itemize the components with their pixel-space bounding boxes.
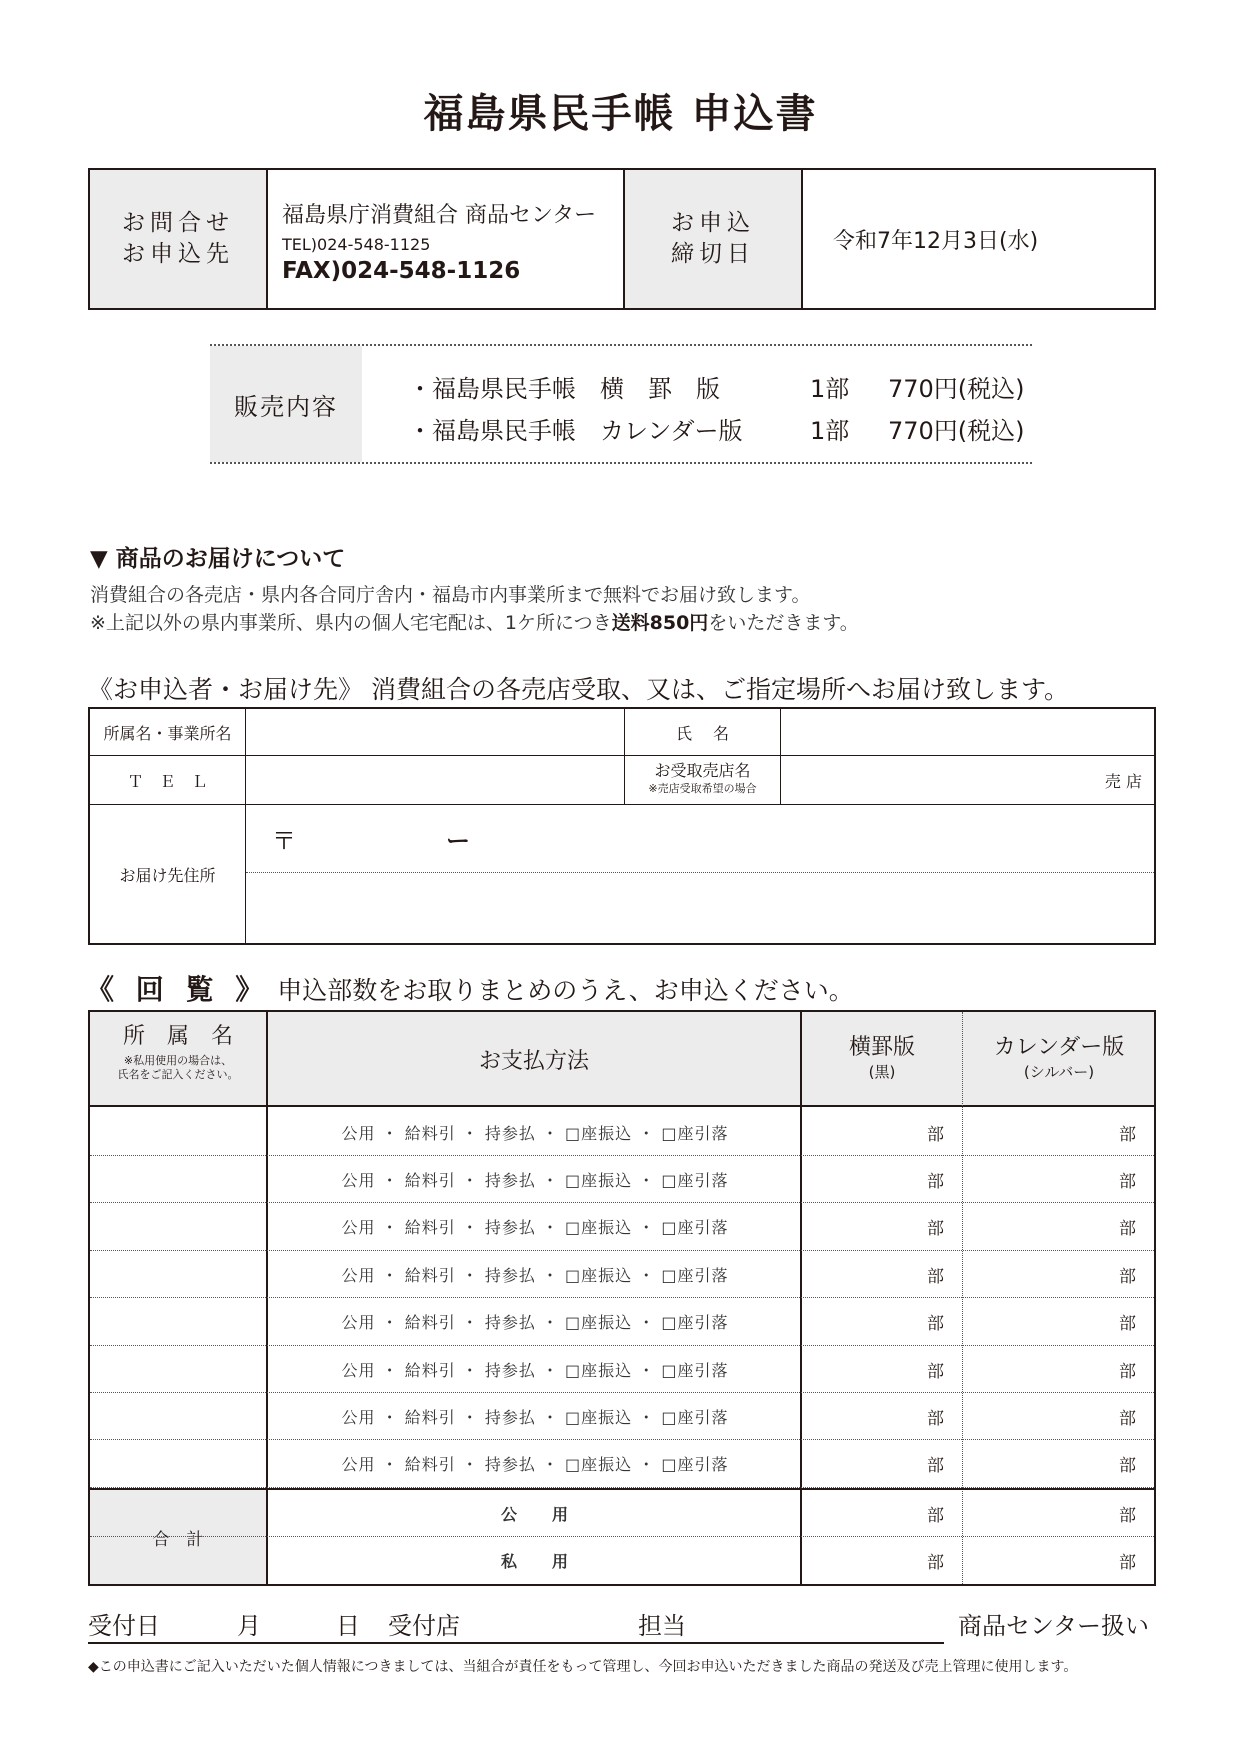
address-label: お届け先住所 bbox=[119, 865, 216, 885]
circulation-title: 《 回 覧 》 bbox=[86, 973, 270, 1006]
table-row bbox=[90, 1251, 1154, 1298]
name-label: 氏 名 bbox=[675, 723, 730, 743]
sales-content-box bbox=[210, 344, 1032, 464]
col-v2-title: カレンダー版 bbox=[993, 1034, 1125, 1060]
col-dept-title: 所 属 名 bbox=[122, 1024, 233, 1049]
dept-label: 所属名・事業所名 bbox=[103, 723, 232, 743]
circulation-instruction: 申込部数をお取りまとめのうえ、お申込ください。 bbox=[277, 976, 854, 1005]
payment-options[interactable]: 公用 ・ 給料引 ・ 持参払 ・ □座振込 ・ □座引落 bbox=[341, 1265, 729, 1285]
contact-label-line2: お申込先 bbox=[122, 241, 234, 267]
total-private-row bbox=[90, 1537, 1154, 1584]
qty-yokokei[interactable]: 部 bbox=[927, 1314, 944, 1335]
month-label: 月 bbox=[237, 1612, 261, 1640]
store-label bbox=[625, 756, 780, 804]
circulation-table bbox=[88, 1010, 1156, 1586]
circulation-heading bbox=[86, 968, 854, 1008]
total-public-label: 公 用 bbox=[500, 1504, 569, 1524]
table-row bbox=[90, 1156, 1154, 1203]
center-label: 商品センター扱い bbox=[958, 1612, 1150, 1640]
delivery-note-2 bbox=[90, 608, 859, 635]
col-pay-header: お支払方法 bbox=[478, 1049, 589, 1074]
dept-field[interactable] bbox=[246, 709, 624, 755]
postal-dash: ー bbox=[446, 827, 470, 855]
table-row bbox=[90, 1346, 1154, 1393]
col-v2-sub: (シルバー) bbox=[1023, 1062, 1095, 1081]
sales-label: 販売内容 bbox=[210, 346, 362, 462]
contact-label-line1: お問合せ bbox=[122, 210, 234, 236]
table-row bbox=[90, 1393, 1154, 1440]
table-row bbox=[90, 1204, 1154, 1251]
tel-number: TEL)024-548-1125 bbox=[282, 235, 431, 254]
qty-calendar[interactable]: 部 bbox=[1119, 1171, 1136, 1192]
deadline-label-line2: 締切日 bbox=[671, 241, 755, 267]
total-public-row bbox=[90, 1490, 1154, 1537]
item-name: ・福島県民手帳 カレンダー版 bbox=[408, 417, 743, 445]
col-dept-note: 氏名をご記入ください。 bbox=[117, 1068, 239, 1081]
payment-options[interactable]: 公用 ・ 給料引 ・ 持参払 ・ □座振込 ・ □座引落 bbox=[341, 1455, 729, 1475]
store-label-note: ※売店受取希望の場合 bbox=[648, 782, 757, 795]
col-v2-header bbox=[964, 1012, 1154, 1107]
qty-yokokei[interactable]: 部 bbox=[927, 1171, 944, 1192]
total-label: 合 計 bbox=[90, 1488, 266, 1584]
table-row bbox=[90, 1299, 1154, 1346]
deadline-label bbox=[625, 170, 803, 308]
staff-label: 担当 bbox=[638, 1612, 686, 1640]
note-text: をいただきます。 bbox=[708, 612, 859, 634]
table-row bbox=[90, 1441, 1154, 1488]
qty-calendar[interactable]: 部 bbox=[1119, 1124, 1136, 1145]
qty-calendar[interactable]: 部 bbox=[1119, 1361, 1136, 1382]
qty-calendar[interactable]: 部 bbox=[1119, 1456, 1136, 1477]
total-public-v1[interactable]: 部 bbox=[927, 1505, 944, 1526]
qty-calendar[interactable]: 部 bbox=[1119, 1408, 1136, 1429]
sales-item bbox=[408, 368, 1025, 410]
payment-options[interactable]: 公用 ・ 給料引 ・ 持参払 ・ □座振込 ・ □座引落 bbox=[341, 1313, 729, 1333]
qty-calendar[interactable]: 部 bbox=[1119, 1219, 1136, 1240]
qty-yokokei[interactable]: 部 bbox=[927, 1266, 944, 1287]
contact-info-table bbox=[88, 168, 1156, 310]
applicant-table bbox=[88, 707, 1156, 945]
payment-options[interactable]: 公用 ・ 給料引 ・ 持参払 ・ □座振込 ・ □座引落 bbox=[341, 1123, 729, 1143]
payment-options[interactable]: 公用 ・ 給料引 ・ 持参払 ・ □座振込 ・ □座引落 bbox=[341, 1170, 729, 1190]
deadline-date: 令和7年12月3日(水) bbox=[833, 228, 1039, 254]
contact-details bbox=[268, 170, 625, 308]
item-price: 770円(税込) bbox=[888, 375, 1025, 403]
store-suffix: 売 店 bbox=[1104, 771, 1142, 791]
col-v1-title: 横罫版 bbox=[848, 1034, 915, 1060]
qty-calendar[interactable]: 部 bbox=[1119, 1314, 1136, 1335]
received-store-label: 受付店 bbox=[388, 1612, 460, 1640]
item-name: ・福島県民手帳 横 罫 版 bbox=[408, 375, 720, 403]
store-field[interactable] bbox=[781, 756, 1154, 804]
postal-code-field[interactable] bbox=[246, 805, 1154, 872]
deadline-label-line1: お申込 bbox=[671, 210, 755, 236]
qty-yokokei[interactable]: 部 bbox=[927, 1361, 944, 1382]
qty-calendar[interactable]: 部 bbox=[1119, 1266, 1136, 1287]
postal-mark: 〒 bbox=[272, 827, 296, 855]
fax-number: FAX)024-548-1126 bbox=[282, 258, 521, 284]
tel-label: Ｔ Ｅ Ｌ bbox=[127, 771, 208, 791]
total-private-label: 私 用 bbox=[500, 1552, 569, 1571]
day-label: 日 bbox=[336, 1612, 360, 1640]
org-name: 福島県庁消費組合 商品センター bbox=[282, 203, 597, 228]
delivery-heading: ▼ 商品のお届けについて bbox=[90, 546, 346, 572]
privacy-note: ◆この申込書にご記入いただいた個人情報につきましては、当組合が責任をもって管理し、今回お申込いただきました商品の発送及び売上管理に使用します。 bbox=[88, 1659, 1078, 1675]
payment-options[interactable]: 公用 ・ 給料引 ・ 持参払 ・ □座振込 ・ □座引落 bbox=[341, 1218, 729, 1238]
col-dept-header bbox=[90, 1016, 266, 1106]
item-price: 770円(税込) bbox=[888, 417, 1025, 445]
shipping-fee: 送料850円 bbox=[611, 612, 709, 634]
qty-yokokei[interactable]: 部 bbox=[927, 1219, 944, 1240]
item-qty: 1部 bbox=[810, 417, 850, 445]
col-v1-header bbox=[802, 1012, 962, 1107]
applicant-heading: 《お申込者・お届け先》 消費組合の各売店受取、又は、ご指定場所へお届け致します。 bbox=[88, 675, 1069, 704]
contact-label bbox=[90, 170, 268, 308]
qty-yokokei[interactable]: 部 bbox=[927, 1408, 944, 1429]
qty-yokokei[interactable]: 部 bbox=[927, 1456, 944, 1477]
sales-item bbox=[408, 410, 1025, 452]
address-field[interactable] bbox=[246, 873, 1154, 943]
item-qty: 1部 bbox=[810, 375, 850, 403]
tel-field[interactable] bbox=[246, 756, 624, 804]
payment-options[interactable]: 公用 ・ 給料引 ・ 持参払 ・ □座振込 ・ □座引落 bbox=[341, 1360, 729, 1380]
store-label-text: お受取売店名 bbox=[654, 761, 751, 780]
total-private-v2[interactable]: 部 bbox=[1119, 1553, 1136, 1573]
sales-items bbox=[362, 346, 1025, 462]
note-text: ※上記以外の県内事業所、県内の個人宅宅配は、1ケ所につき bbox=[90, 612, 612, 634]
received-date-label: 受付日 bbox=[88, 1612, 160, 1640]
col-dept-note: ※私用使用の場合は、 bbox=[123, 1054, 233, 1067]
total-public-v2[interactable]: 部 bbox=[1119, 1505, 1136, 1526]
col-v1-sub: (黒) bbox=[868, 1062, 896, 1081]
table-row bbox=[90, 1109, 1154, 1156]
name-field[interactable] bbox=[781, 709, 1154, 755]
qty-yokokei[interactable]: 部 bbox=[927, 1124, 944, 1145]
total-private-v1[interactable]: 部 bbox=[927, 1553, 944, 1573]
page-title: 福島県民手帳 申込書 bbox=[423, 91, 818, 137]
delivery-note-1: 消費組合の各売店・県内各合同庁舎内・福島市内事業所まで無料でお届け致します。 bbox=[90, 584, 811, 606]
payment-options[interactable]: 公用 ・ 給料引 ・ 持参払 ・ □座振込 ・ □座引落 bbox=[341, 1407, 729, 1427]
